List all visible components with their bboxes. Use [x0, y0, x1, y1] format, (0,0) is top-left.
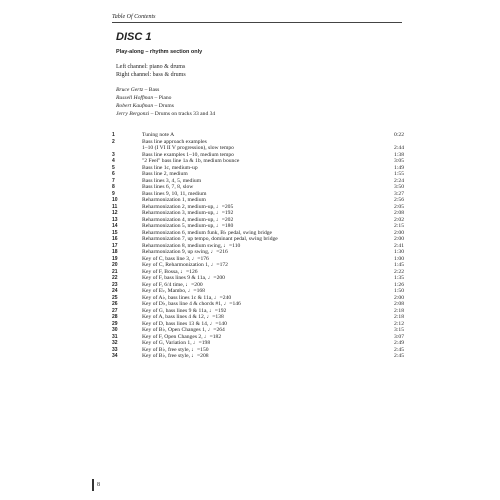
track-duration: 1:35 [394, 275, 404, 281]
track-description: Key of B♭, Open Changes 1, ♩=264 [142, 327, 225, 333]
credit-line [116, 94, 215, 102]
credit-line [116, 102, 215, 110]
track-description: Reharmonization 5, medium-up, ♩=180 [142, 223, 234, 229]
credit-name: Russell Hoffman [116, 95, 154, 101]
track-description: Key of F, bass lines 9 & 11a, ♩=200 [142, 275, 225, 281]
track-description: Bass lines 6, 7, 8, slow [142, 184, 194, 190]
track-description: Key of D♭, bass line 4 & chords #1, ♩=146 [142, 301, 241, 307]
credits [116, 86, 215, 118]
track-description: Bass line 1c, medium-up [142, 164, 198, 171]
track-number: 6 [112, 171, 115, 177]
track-duration: 2:41 [394, 242, 404, 249]
track-number: 5 [112, 164, 115, 171]
channel-line: Right channel: bass & drums [116, 72, 186, 78]
track-number: 28 [112, 314, 118, 320]
track-duration: 2:22 [394, 268, 404, 275]
track-duration: 1:38 [394, 151, 404, 158]
track-description: Key of F, Open Changes 2, ♩=182 [142, 333, 222, 340]
track-number: 31 [112, 333, 118, 340]
track-description: Bass lines 3, 4, 5, medium [142, 177, 202, 184]
track-description: Reharmonization 2, medium-up, ♩=205 [142, 203, 234, 210]
track-number: 7 [112, 177, 115, 184]
track-description: Key of G, bass lines 9 & 11a, ♩=192 [142, 307, 227, 314]
track-number: 3 [112, 151, 115, 158]
track-description: Reharmonization 8, medium swing, ♩=110 [142, 242, 241, 249]
track-duration: 2:44 [394, 145, 404, 151]
track-duration: 2:00 [394, 294, 404, 301]
track-duration: 2:15 [394, 223, 404, 229]
track-number: 18 [112, 249, 118, 255]
track-number: 27 [112, 307, 118, 314]
track-duration: 2:08 [394, 301, 404, 307]
track-duration: 1:55 [394, 171, 404, 177]
credit-line [116, 110, 215, 118]
track-number: 12 [112, 210, 118, 216]
credit-name: Bruce Gertz [116, 87, 144, 93]
track-number: 15 [112, 229, 118, 236]
track-number: 11 [112, 203, 118, 210]
track-number: 33 [112, 346, 118, 353]
track-description: Key of C, bass line 3, ♩=176 [142, 255, 209, 262]
track-description: Reharmonization 1, medium [142, 197, 206, 203]
track-description: Key of A, bass lines 4 & 12, ♩=138 [142, 314, 224, 320]
track-number: 1 [112, 132, 115, 138]
track-description: "2 Feel" bass line 1a & 1b, medium bounce [142, 158, 240, 164]
track-duration: 2:24 [394, 177, 404, 184]
track-duration: 2:18 [394, 314, 404, 320]
credit-role: – Drums on tracks 33 and 34 [149, 111, 216, 117]
track-description: Key of C, Reharmonization 1, ♩=172 [142, 262, 228, 268]
track-number: 19 [112, 255, 118, 262]
track-duration: 3:27 [394, 190, 404, 197]
track-number: 21 [112, 268, 118, 275]
track-number: 13 [112, 216, 118, 223]
track-duration: 1:50 [394, 288, 404, 294]
track-number: 20 [112, 262, 118, 268]
track-number: 34 [112, 353, 118, 359]
track-description: Reharmonization 6, medium funk, B♭ pedal, swing bridge [142, 229, 273, 236]
page-number: 8 [92, 479, 100, 491]
track-description: Key of B♭, free style, ♩=150 [142, 346, 209, 353]
track-number: 22 [112, 275, 118, 281]
track-row [112, 353, 404, 360]
track-duration: 2:56 [394, 197, 404, 203]
track-duration: 2:45 [394, 353, 404, 359]
track-description: Key of B♭, free style, ♩=208 [142, 353, 209, 359]
disc-title: DISC 1 [116, 31, 152, 43]
track-description: Reharmonization 9, up swing, ♩=216 [142, 249, 228, 255]
track-duration: 3:15 [394, 327, 404, 333]
track-description: Bass line approach examples [142, 138, 207, 145]
track-number: 23 [112, 281, 118, 288]
credit-role: – Piano [153, 95, 172, 101]
track-duration: 1:49 [394, 164, 404, 171]
channel-info [116, 63, 186, 79]
track-description: Key of F, 6/4 time, ♩=200 [142, 281, 203, 288]
track-duration: 2:12 [394, 320, 404, 327]
track-number: 14 [112, 223, 118, 229]
track-duration: 2:49 [394, 340, 404, 346]
track-description: Key of A♭, bass lines 1c & 11a, ♩=240 [142, 294, 232, 301]
track-number: 16 [112, 236, 118, 242]
track-description: Key of D, bass lines 13 & 14, ♩=140 [142, 320, 227, 327]
track-number: 32 [112, 340, 118, 346]
track-duration: 1:30 [394, 249, 404, 255]
track-number: 4 [112, 158, 115, 164]
track-number: 10 [112, 197, 118, 203]
track-duration: 1:45 [394, 262, 404, 268]
track-number: 2 [112, 138, 115, 145]
track-duration: 2:00 [394, 236, 404, 242]
track-duration: 2:00 [394, 229, 404, 236]
track-description: Key of G, Variation 1, ♩=198 [142, 340, 211, 346]
track-duration: 0:22 [394, 132, 404, 138]
track-duration: 3:07 [394, 333, 404, 340]
track-number: 17 [112, 242, 118, 249]
track-duration: 1:26 [394, 281, 404, 288]
page-header [112, 14, 402, 23]
credit-role: – Bass [143, 87, 160, 93]
track-duration: 1:00 [394, 255, 404, 262]
credit-role: – Drums [153, 103, 174, 109]
track-description: Reharmonization 3, medium-up, ♩=192 [142, 210, 234, 216]
track-number: 24 [112, 288, 118, 294]
track-number: 26 [112, 301, 118, 307]
credit-line [116, 86, 215, 94]
track-duration: 3:50 [394, 184, 404, 190]
track-duration: 3:05 [394, 158, 404, 164]
track-duration: 2:02 [394, 216, 404, 223]
track-description: Bass line 2, medium [142, 171, 188, 177]
track-description: Reharmonization 7, up tempo, dominant pedal, swing bridge [142, 236, 278, 242]
track-number: 8 [112, 184, 115, 190]
track-description: Key of F, Bossa, ♩=126 [142, 268, 198, 275]
credit-name: Jerry Bergonzi [116, 111, 150, 117]
track-number: 25 [112, 294, 118, 301]
track-duration: 2:08 [394, 210, 404, 216]
track-list [112, 132, 404, 360]
track-description: Key of E♭, Mambo, ♩=168 [142, 288, 205, 294]
track-number: 9 [112, 190, 115, 197]
track-description: Bass line examples 1–10, medium tempo [142, 151, 234, 158]
disc-subtitle: Play-along – rhythm section only [116, 49, 203, 55]
track-description: 1–10 (I VI II V progression), slow tempo [142, 145, 234, 151]
credit-name: Robert Kaufman [116, 103, 154, 109]
header-title: Table Of Contents [112, 14, 156, 20]
track-number: 29 [112, 320, 118, 327]
track-duration: 2:05 [394, 203, 404, 210]
track-description: Bass lines 9, 10, 11, medium [142, 190, 207, 197]
track-duration: 2:18 [394, 307, 404, 314]
channel-line: Left channel: piano & drums [116, 64, 186, 70]
track-description: Tuning note A [142, 132, 175, 138]
track-description: Reharmonization 4, medium-up, ♩=202 [142, 216, 234, 223]
track-number: 30 [112, 327, 118, 333]
track-duration: 2:45 [394, 346, 404, 353]
